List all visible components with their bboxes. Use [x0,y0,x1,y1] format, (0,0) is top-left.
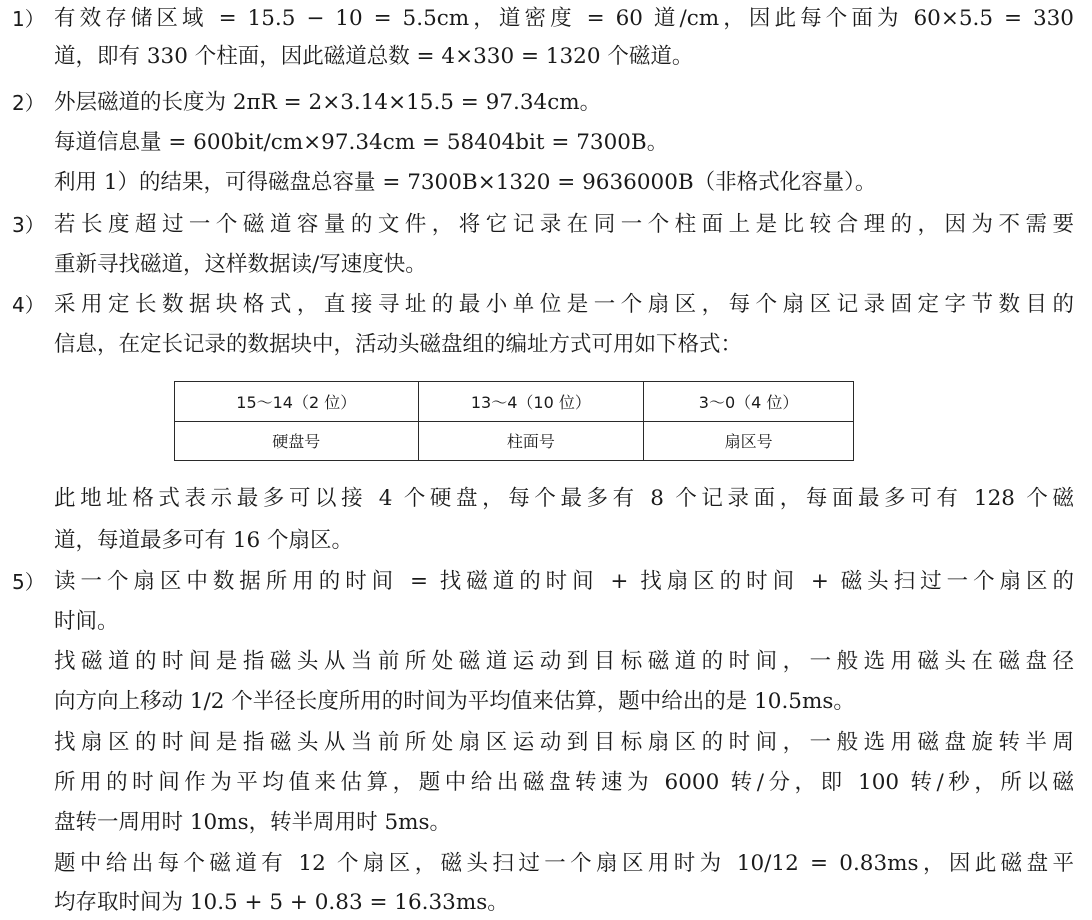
paragraph-text: 找扇区的时间是指磁头从当前所处扇区运动到目标扇区的时间，一般选用磁盘旋转半周 [54,730,1074,755]
paragraph-text: 向方向上移动 1/2 个半径长度所用的时间为平均值来估算，题中给出的是 10.5ms。 [54,689,855,714]
paragraph-text: 若长度超过一个磁道容量的文件，将它记录在同一个柱面上是比较合理的，因为不需要 [54,212,1074,237]
address-format-table [174,381,854,461]
table-cell: 硬盘号 [175,421,419,461]
paragraph-text: 读一个扇区中数据所用的时间 = 找磁道的时间 + 找扇区的时间 + 磁头扫过一个扇区的 [54,569,1074,594]
paragraph-text: 道，即有 330 个柱面，因此磁道总数 = 4×330 = 1320 个磁道。 [54,44,694,69]
paragraph-text: 找磁道的时间是指磁头从当前所处磁道运动到目标磁道的时间，一般选用磁头在磁盘径 [54,649,1074,674]
paragraph-text: 每道信息量 = 600bit/cm×97.34cm = 58404bit = 7300B。 [54,130,669,155]
paragraph-text: 有效存储区域 = 15.5 − 10 = 5.5cm，道密度 = 60 道/cm，因此每个面为 60×5.5 = 330 [54,6,1074,31]
item-number: 4） [12,293,45,317]
paragraph-text: 时间。 [54,609,119,634]
table-header-cell: 15～14（2 位） [175,382,419,422]
paragraph-text: 采用定长数据块格式，直接寻址的最小单位是一个扇区，每个扇区记录固定字节数目的 [54,292,1074,317]
table-header-cell: 13～4（10 位） [418,382,644,422]
table-cell: 柱面号 [418,421,644,461]
paragraph-text: 均存取时间为 10.5 + 5 + 0.83 = 16.33ms。 [54,890,509,915]
table-header-cell: 3～0（4 位） [644,382,854,422]
item-number: 3） [12,213,45,237]
paragraph-text: 利用 1）的结果，可得磁盘总容量 = 7300B×1320 = 9636000B（非格式化容量）。 [54,170,877,195]
item-number: 5） [12,570,45,594]
paragraph-text: 此地址格式表示最多可以接 4 个硬盘，每个最多有 8 个记录面，每面最多可有 128 个磁 [54,486,1074,511]
table-cell: 扇区号 [644,421,854,461]
paragraph-text: 所用的时间作为平均值来估算，题中给出磁盘转速为 6000 转/分，即 100 转/秒，所以磁 [54,770,1074,795]
table-row [175,421,854,461]
paragraph-text: 信息，在定长记录的数据块中，活动头磁盘组的编址方式可用如下格式： [54,332,743,357]
table-row [175,382,854,422]
paragraph-text: 重新寻找磁道，这样数据读/写速度快。 [54,252,427,277]
item-number: 1） [12,7,45,31]
paragraph-text: 盘转一周用时 10ms，转半周用时 5ms。 [54,810,452,835]
item-number: 2） [12,91,45,115]
paragraph-text: 外层磁道的长度为 2πR = 2×3.14×15.5 = 97.34cm。 [54,90,602,115]
paragraph-text: 道，每道最多可有 16 个扇区。 [54,528,354,553]
paragraph-text: 题中给出每个磁道有 12 个扇区，磁头扫过一个扇区用时为 10/12 = 0.83ms，因此磁盘平 [54,851,1074,876]
